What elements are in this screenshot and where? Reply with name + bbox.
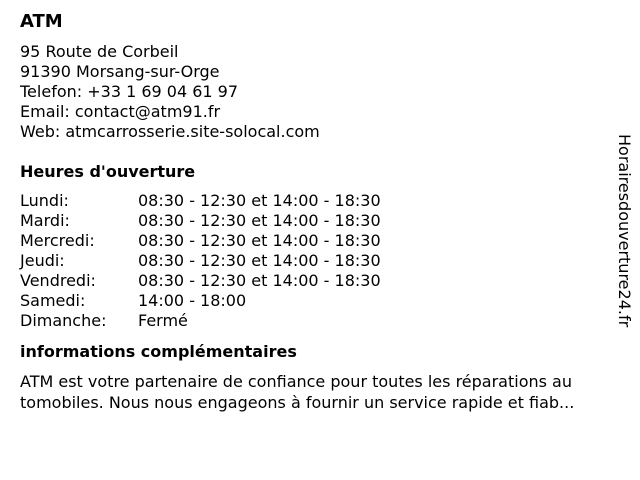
hours-row-monday: [20, 191, 620, 211]
hours-row-tuesday: [20, 211, 620, 231]
info-text: [20, 371, 624, 413]
day-hours: 08:30 - 12:30 et 14:00 - 18:30: [138, 191, 381, 210]
hours-row-wednesday: [20, 231, 620, 251]
hours-row-friday: [20, 271, 620, 291]
hours-row-thursday: [20, 251, 620, 271]
day-label: Mardi:: [20, 211, 70, 230]
address-line-1: 95 Route de Corbeil: [20, 42, 179, 61]
day-label: Samedi:: [20, 291, 86, 310]
day-hours: Fermé: [138, 311, 188, 330]
day-label: Mercredi:: [20, 231, 95, 250]
day-hours: 14:00 - 18:00: [138, 291, 247, 310]
business-card: [20, 10, 620, 413]
web-line: Web: atmcarrosserie.site-solocal.com: [20, 122, 320, 141]
info-text-line-1: ATM est votre partenaire de confiance pour toutes les réparations au: [20, 372, 572, 391]
info-text-line-2: tomobiles. Nous nous engageons à fournir un service rapide et fiab...: [20, 393, 575, 412]
hours-row-sunday: [20, 311, 620, 331]
business-name: ATM: [20, 11, 63, 32]
day-label: Lundi:: [20, 191, 69, 210]
day-hours: 08:30 - 12:30 et 14:00 - 18:30: [138, 231, 381, 250]
phone-line: Telefon: +33 1 69 04 61 97: [20, 82, 239, 101]
day-hours: 08:30 - 12:30 et 14:00 - 18:30: [138, 251, 381, 270]
day-hours: 08:30 - 12:30 et 14:00 - 18:30: [138, 271, 381, 290]
day-hours: 08:30 - 12:30 et 14:00 - 18:30: [138, 211, 381, 230]
address-line-2: 91390 Morsang-sur-Orge: [20, 62, 220, 81]
day-label: Jeudi:: [20, 251, 65, 270]
info-heading: informations complémentaires: [20, 342, 297, 361]
site-watermark: Horairesdouverture24.fr: [615, 134, 634, 328]
hours-row-saturday: [20, 291, 620, 311]
day-label: Vendredi:: [20, 271, 96, 290]
day-label: Dimanche:: [20, 311, 107, 330]
hours-heading: Heures d'ouverture: [20, 162, 196, 181]
hours-table: [20, 191, 620, 331]
email-line: Email: contact@atm91.fr: [20, 102, 221, 121]
